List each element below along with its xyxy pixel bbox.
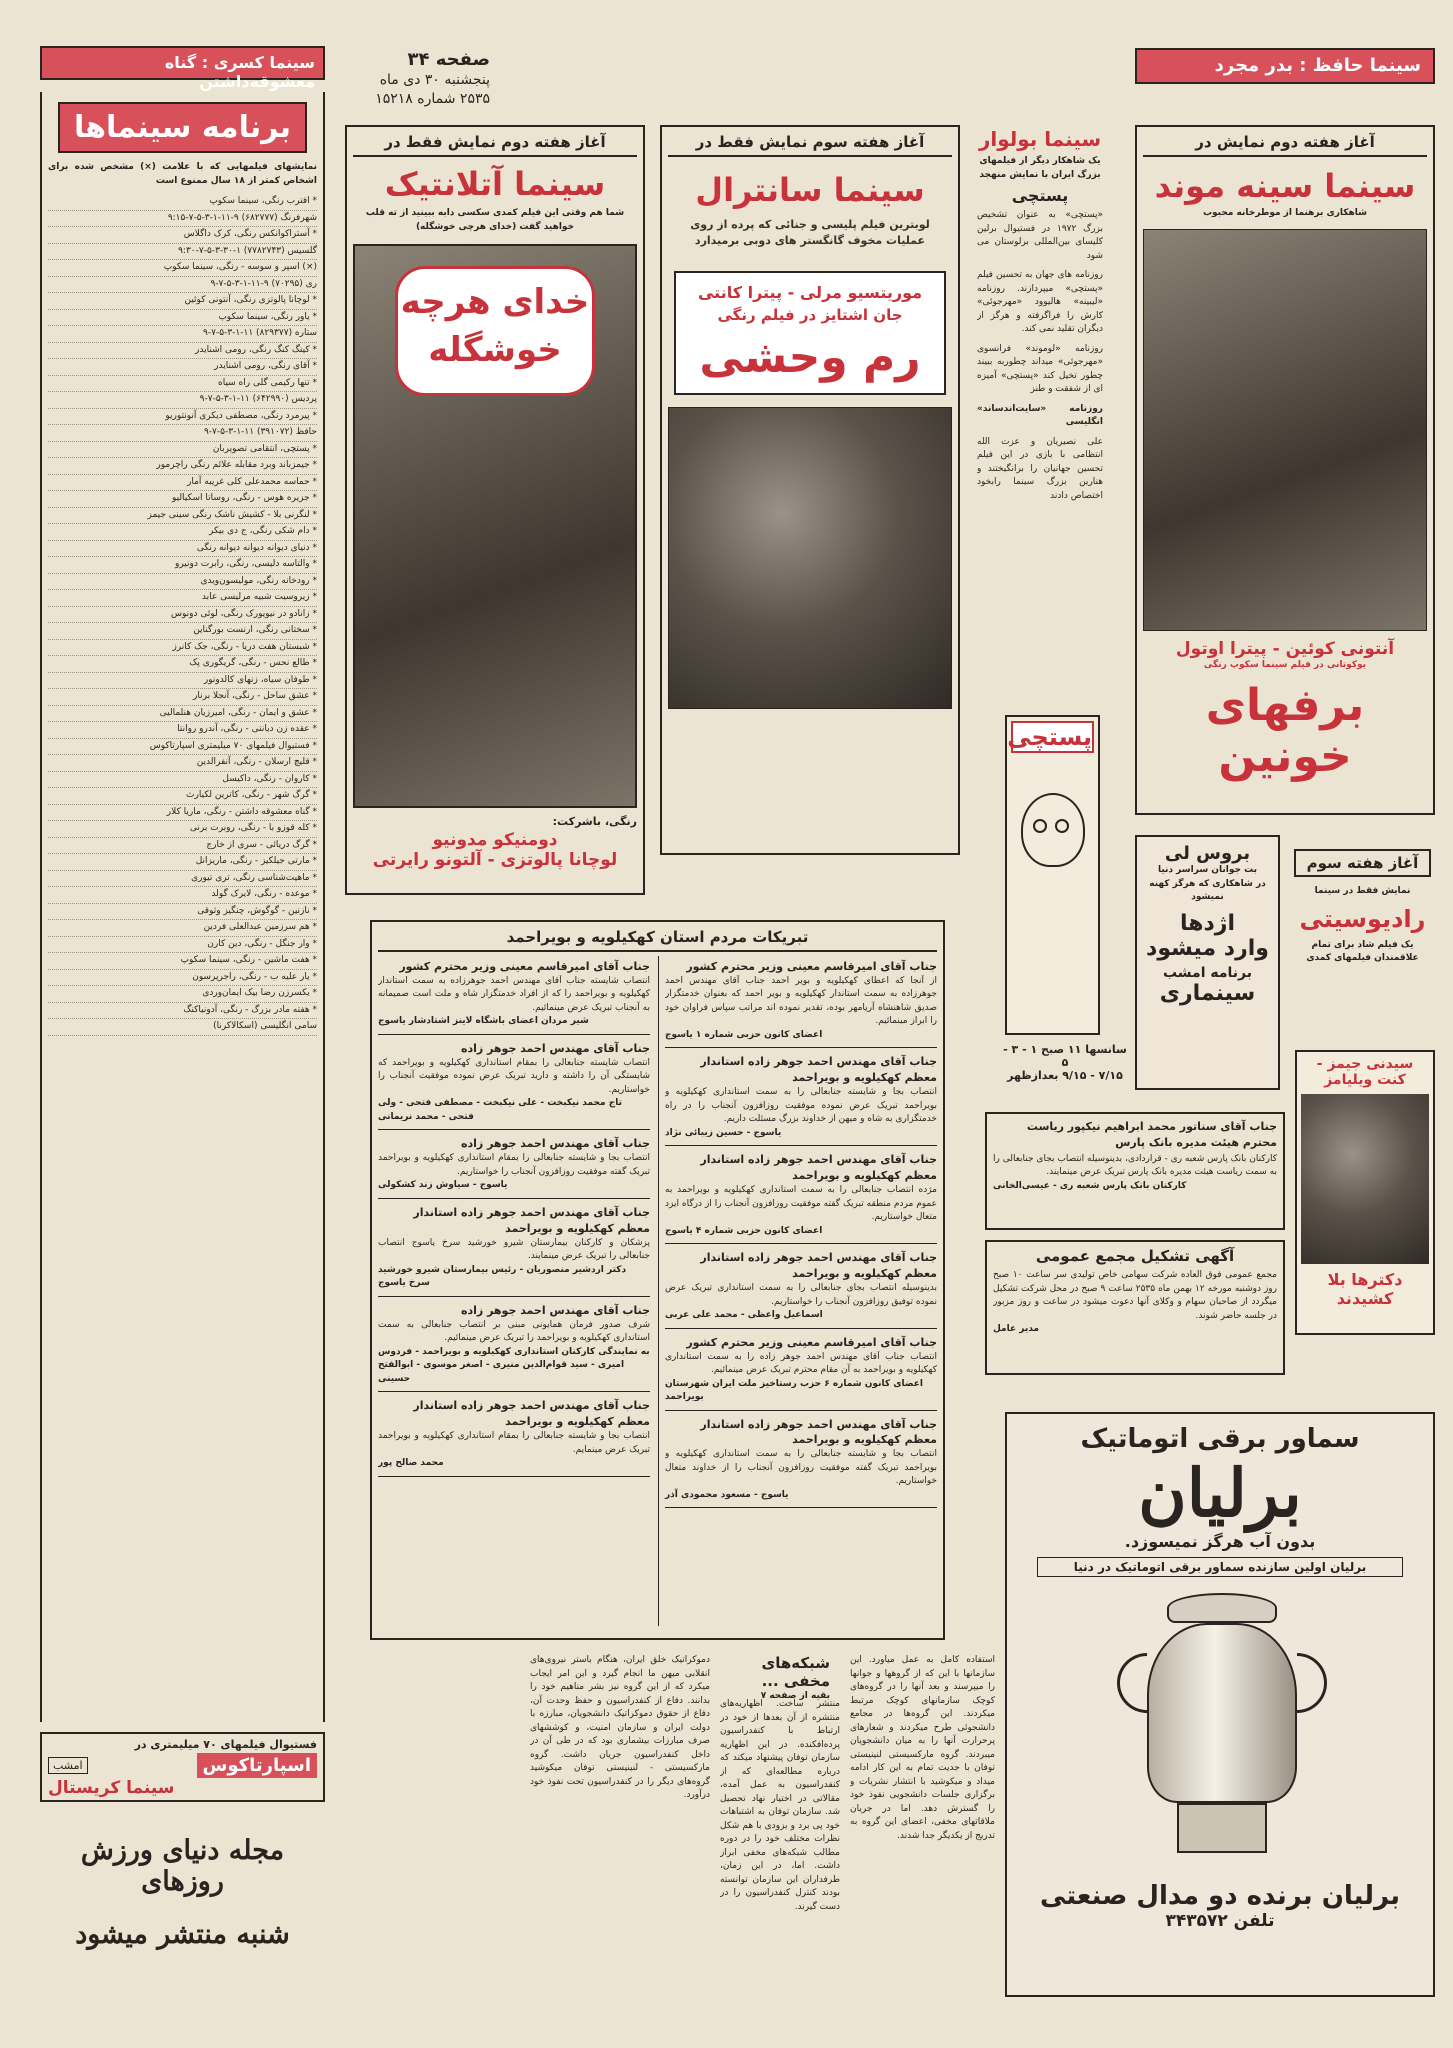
congrats-entry-body: انتصاب بجا و شایسته جنابعالی را به سمت استانداری کهکیلویه و بویراحمد تبریک گفته موفقیت روزافزون آنجناب را از خداوند متعال خواستاریم.: [665, 1449, 937, 1487]
cinemonde-cinema: سینما سینه موند: [1154, 167, 1416, 205]
program-item: * افترب رنگی، سینما سکوپ: [48, 194, 317, 211]
assembly-notice-title: آگهی تشکیل مجمع عمومی: [1035, 1247, 1235, 1265]
brucelee-cinema: سینماری: [1159, 980, 1256, 1006]
bubble-line2: خوشگله: [428, 329, 562, 370]
congrats-entry-sign: دکتر اردشیر منصوریان - رئیس بیمارستان شیرو خورشید سرخ یاسوج: [378, 1264, 627, 1289]
boulevard-para3: روزنامه «لوموند» فرانسوی «مهرجوئی» میداند چطوربه ببیند چطور تخیل کند «پستچی» آمیزه ای از شفقت و طنز: [977, 343, 1103, 394]
congrats-entry: [378, 1133, 650, 1198]
brucelee-name: بروس لی: [1164, 843, 1251, 864]
right-banner: [1135, 48, 1435, 84]
central-heading: آغاز هفته سوم نمایش فقط در: [668, 133, 952, 157]
central-cinema: سینما سانترال: [695, 171, 925, 209]
boulevard-para4: روزنامه «سایت‌اندساند» انگلیسی: [977, 403, 1103, 427]
atlantic-speech-bubble: [395, 266, 595, 396]
program-item: * گناه معشوقه داشتن - رنگی، ماریا کلار: [48, 805, 317, 822]
program-item: * کله قوزو با - رنگی، روبرت برنی: [48, 821, 317, 838]
cinema-crystal: سینما کریستال: [48, 1778, 175, 1798]
congrats-entry-sign: تاج محمد نیکبخت - علی نیکبخت - مصطفی فتحی - ولی فتحی - محمد نریمانی: [378, 1098, 622, 1122]
program-title: برنامه سینماها: [58, 102, 307, 153]
cinemonde-stars: آنتونی کوئین - پیترا اوتول: [1175, 638, 1395, 659]
atlantic-cinema: سینما آتلانتیک: [384, 165, 606, 203]
program-item: * یاور رنگی، سینما سکوپ: [48, 310, 317, 327]
congrats-entry-body: شرف صدور فرمان همایونی مبنی بر انتصاب جنابعالی به سمت استانداری کهکیلویه و بویراحمد را تبریک عرض مینمائیم.: [378, 1319, 650, 1344]
berlian-slogan: بدون آب هرگز نمیسوزد.: [1124, 1532, 1316, 1551]
berlian-ad: [1005, 1412, 1435, 1997]
brucelee-program: برنامه امشب: [1162, 964, 1253, 981]
congrats-entry-sign: یاسوج - مسعود محمودی آذر: [665, 1489, 789, 1500]
program-item: * تنها رکیمی گلی راه سیاه: [48, 376, 317, 393]
page-info: [330, 48, 490, 108]
congrats-entry-body: انتصاب بجا و شایسته جنابعالی را به سمت استانداری کهکیلویه و بویراحمد تبریک عرض نموده موفقیت روزافزون آنجناب را در راه خدمتگزاری به شاه و میهن از خداوند بزرگ مسئلت داریم.: [665, 1087, 937, 1125]
festival-line: فستیوال فیلمهای ۷۰ میلیمتری در: [134, 1738, 317, 1751]
congrats-entry: [378, 1395, 650, 1476]
cinemonde-photo: [1143, 229, 1427, 631]
central-stars2: جان اشتایز در فیلم رنگی: [717, 305, 903, 324]
program-item: گلسیس (۷۷۸۲۷۴۳) ۱-۳۰-۳-۵-۷-۹:۳۰: [48, 244, 317, 261]
congrats-entry: [665, 1414, 937, 1509]
boulevard-film: پستچی: [1011, 186, 1069, 205]
brucelee-ad: [1135, 835, 1280, 1090]
showtimes-2: ۷/۱۵ - ۹/۱۵ بعدازظهر: [1007, 1069, 1123, 1082]
congrats-entry-sign: اعضای کانون شماره ۶ حزب رستاخیز ملت ایران شهرستان بویراحمد: [665, 1378, 923, 1402]
congrats-entry-body: مژده انتصاب جنابعالی را به سمت استانداری کهکیلویه و بویراحمد به عموم مردم منطقه تبریک گفته موفقیت روزافزون آنجناب را از درگاه ایزد متعال خواستاریم.: [665, 1185, 937, 1223]
boulevard-para1: «پستچی» به عنوان تشخیص بزرگ ۱۹۷۲ در فستیوال برلین کلیسای بین‌المللی برلوستان می شود: [977, 210, 1103, 261]
radiocity-actors: سیدنی جیمز - کنت ویلیامز: [1316, 1056, 1414, 1088]
program-list: [48, 194, 317, 1036]
program-item: * پستچی، انتقامی تصویربان: [48, 442, 317, 459]
program-item: * طالع نحس - رنگی، گریگوری پک: [48, 656, 317, 673]
brucelee-line1: بت جوانان سراسر دنیا: [1158, 865, 1257, 875]
assembly-notice-body: مجمع عمومی فوق العاده شرکت سهامی خاص تولیدی سر ساعت ۱۰ صبح روز دوشنبه مورخه ۱۲ بهمن ماه ۲۵۳۵ ساعت ۹ صبح در محل شرکت تشکیل میگردد از صاحبان سهام و وکلای آنها دعوت میشود در ساعت و روز مزبور در جلسه حاضر شوند.: [993, 1270, 1277, 1321]
congrats-entry-body: بدینوسیله انتصاب بجای جنابعالی را به سمت استانداری تبریک عرض نموده توفیق روزافزون آنجناب را خواستاریم.: [665, 1283, 937, 1307]
congrats-entry: [665, 956, 937, 1048]
berlian-line: برلیان اولین سازنده سماور برقی اتوماتیک در دنیا: [1037, 1557, 1403, 1577]
brucelee-line2: در شاهکاری که هرگز کهنه نمیشود: [1149, 878, 1266, 902]
program-item: * دنیای دیوانه دیوانه دیوانه رنگی: [48, 541, 317, 558]
program-item: * آستراکوانکس رنگی، کرک داگلاس: [48, 227, 317, 244]
program-item: * زیروسیت شبیه مرلیسی عابد: [48, 590, 317, 607]
congrats-entry: [665, 1332, 937, 1411]
congrats-entry-sign: اعضای کانون حزبی شماره ۴ یاسوج: [665, 1225, 823, 1236]
radiocity-heading: آغاز هفته سوم: [1294, 849, 1431, 877]
congrats-entry-body: انتصاب شایسته جناب آقای مهندس احمد جوهرزاده به سمت استاندار کهکیلویه و بویراحمد را که از افراد خدمتگزار شاه و ملت است صمیمانه به آنجناب تبریک عرض مینمائیم.: [378, 975, 650, 1013]
congrats-entry-body: از آنجا که اعطای کهکیلویه و بویر احمد جناب آقای مهندس احمد جوهرزاده به سمت استاندار کهکیلویه و بویر احمد که بعنوان خدمتگزار صدیق شاهنشاه آریامهر بوده، تقدیر نموده اند مراتب سپاس فراوان خود را ابراز مینمائیم.: [665, 975, 937, 1027]
congrats-entry: [378, 1038, 650, 1130]
bank-notice-title: جناب آقای سناتور محمد ابراهیم نیکپور ریاست محترم هیئت مدیره بانک پارس: [1026, 1120, 1277, 1149]
cinemonde-film-title: برفهای خونین: [1205, 680, 1365, 782]
congrats-entry-title: جناب آقای مهندس احمد جوهر زاده استاندار معظم کهکیلویه و بویراحمد: [700, 1153, 937, 1183]
assembly-notice: [985, 1240, 1285, 1375]
magazine-line2: شنبه منتشر میشود: [75, 1919, 290, 1950]
boulevard-ad: [975, 125, 1105, 695]
article-subtitle: بقیه از صفحه ۷: [760, 1691, 830, 1701]
congrats-entry-title: جناب آقای امیرقاسم معینی وزیر محترم کشور: [686, 960, 937, 973]
congrats-entry-title: جناب آقای امیرقاسم معینی وزیر محترم کشور: [399, 960, 650, 973]
assembly-notice-sign: مدیر عامل: [993, 1324, 1040, 1334]
cinemonde-ad: [1135, 125, 1435, 815]
article: [350, 1650, 1000, 2025]
atlantic-credits-label: رنگی، باشرکت:: [552, 815, 637, 828]
atlantic-photo: [353, 244, 637, 808]
boulevard-para2: روزنامه های جهان به تحسین فیلم «پستچی» میپردازند. روزنامه «لیبینه» هالیوود «مهرجوئی» کارش را فراگرفته و هرگز از دیگران تقلید نمی کند.: [977, 270, 1103, 334]
program-item: * هم سرزمین عبدالعلی فردین: [48, 920, 317, 937]
congrats-entry-title: جناب آقای امیرقاسم معینی وزیر محترم کشور: [686, 1335, 937, 1349]
central-photo: [668, 407, 952, 709]
article-col-3: استفاده کامل به عمل میاورد. این سازمانها با این که از گروهها و جوانها را میپرسند و بعد آنها را در گروه‌های کوچک سازمانهای کوچک مرتبط میکردند. این گروه‌ها در مجامع دانشجوئی طرح میکردند و شعار‌های پرحرارت آنها را به میان دانشجویان میبردند. گروه مارکسیستی لنینیستی توفان با جدیت تمام به این کار ادامه میداد و میکوشید با انتشار نشریات و برگزاری جلسات دانشجویی نفوذ خود را گسترش دهد. اما در جریان ملاقاتهای مخفی، اعضای این گروه به تدریج از یکدیگر جدا شدند.: [850, 1655, 995, 1841]
cinemonde-stars2: یوکوتانی در فیلم سینما سکوپ رنگی: [1203, 659, 1367, 670]
program-item: ری (۷۰۲۹۵) ۹-۱۱-۱-۳-۵-۷-۹: [48, 277, 317, 294]
program-item: * جزیره هوس - رنگی، روساتا اسکیالیو: [48, 491, 317, 508]
program-intro: نمایشهای فیلمهایی که با علامت (×) مشخص شده برای اشخاص کمتر از ۱۸ سال ممنوع است: [48, 162, 317, 186]
berlian-top: سماور برقی اتوماتیک: [1080, 1424, 1360, 1454]
program-item: سامی انگلیسی (اسکالا‌کرنا): [48, 1019, 317, 1036]
boulevard-poster: [1005, 715, 1100, 1035]
samovar-illustration: [1017, 1583, 1423, 1873]
atlantic-ad: [345, 125, 645, 895]
spartacus-title: اسپارتاکوس: [197, 1753, 317, 1778]
berlian-brand: برلیان: [1138, 1454, 1302, 1532]
congrats-column-left: [378, 956, 650, 1626]
program-item: * شبستان هفت دریا - رنگی، جک کانرز: [48, 640, 317, 657]
program-item: ستاره (۸۲۹۳۷۷) ۱۱-۱-۳-۵-۷-۹: [48, 326, 317, 343]
brucelee-title2: وارد میشود: [1146, 935, 1269, 961]
central-stars: موریتسیو مرلی - پیترا کانتی: [697, 282, 923, 302]
radiocity-sub: نمایش فقط در سینما: [1314, 886, 1411, 896]
article-title-box: [730, 1654, 830, 1701]
congrats-entry-title: جناب آقای مهندس احمد جوهر زاده استاندار معظم کهکیلویه و بویراحمد: [700, 1251, 937, 1281]
radiocity-ad: [1290, 845, 1435, 1045]
congrats-entry-sign: یاسوج - سیاوش زند کشکولی: [378, 1180, 508, 1191]
berlian-award: برلیان برنده دو مدال صنعتی: [1040, 1881, 1400, 1911]
program-item: * هفت ماشین - رنگی، سینما سکوپ: [48, 953, 317, 970]
program-item: * لنگرنی بلا - کشیش ناشک رنگی سینی جیمز: [48, 508, 317, 525]
bank-notice: [985, 1112, 1285, 1230]
atlantic-subtitle: شما هم وقتی این فیلم کمدی سکسی دابه ببینید از ته قلب خواهید گفت (خدای هرچی خوشگله): [365, 208, 625, 232]
program-item: شهرفرنگ (۶۸۲۷۷۷) ۹-۱۱-۱-۳-۵-۷-۹:۱۵: [48, 211, 317, 228]
congrats-entry-body: انتصاب جناب آقای مهندس احمد جوهر زاده را به سمت استانداری کهکیلویه و بویراحمد به آن مقام محترم تبریک عرض مینمائیم.: [665, 1351, 937, 1375]
program-item: * کینگ کنگ رنگی، رومی اشنایدر: [48, 343, 317, 360]
date-line: پنجشنبه ۳۰ دی ماه: [379, 72, 490, 89]
congrats-entry-title: جناب آقای مهندس احمد جوهر زاده استاندار معظم کهکیلویه و بویراحمد: [700, 1417, 937, 1447]
page-number: صفحه ۳۴: [407, 49, 490, 70]
congrats-entry-title: جناب آقای مهندس احمد جوهر زاده: [461, 1303, 650, 1317]
congrats-column-right: [658, 956, 937, 1626]
now-label: امشب: [48, 1757, 88, 1774]
central-ad: [660, 125, 960, 855]
berlian-phone: تلفن ۳۴۳۵۷۲: [1165, 1911, 1275, 1931]
postman-caricature: [1021, 793, 1085, 867]
left-banner: [40, 46, 325, 91]
program-item: * پیرمرد رنگی، مصطفی دیکری آنونتوریو: [48, 409, 317, 426]
program-item: * عشق و ایمان - رنگی، امیرزیان هنلمالیی: [48, 706, 317, 723]
program-item: * سختانی رنگی، ارنست بورگناین: [48, 623, 317, 640]
cinemonde-heading: آغاز هفته دوم نمایش در: [1143, 133, 1427, 157]
central-film-title: رم وحشی: [699, 331, 921, 383]
radiocity-cinema: رادیوسیتی: [1299, 904, 1426, 933]
congrats-entry-sign: شیر مردان اعضای باشگاه لاینز اشتادشار یاسوج: [378, 1016, 589, 1027]
article-title: شبکه‌های مخفی ...: [761, 1654, 830, 1690]
congrats-entry-title: جناب آقای مهندس احمد جوهر زاده استاندار معظم کهکیلویه و بویراحمد: [700, 1055, 937, 1085]
program-item: * وار جنگل - رنگی، دین کارن: [48, 937, 317, 954]
boulevard-intro: یک شاهکار دیگر از فیلمهای بزرگ ایران با نمایش منهجد: [979, 156, 1101, 180]
showtimes-1: سانسها ۱۱ صبح ۱ - ۳ - ۵: [1003, 1043, 1127, 1069]
program-item: * ماهیت‌شناسی رنگی، تری تیوری: [48, 871, 317, 888]
central-subtitle: لوبترین فیلم پلیسی و جنائی که پرده از روی عملیات مخوف گانگستر های دوبی برمیدارد: [690, 218, 930, 247]
issue-line: ۲۵۳۵ شماره ۱۵۲۱۸: [375, 90, 490, 107]
article-col-1: منتشر ساخت. اظهاریه‌های منتشره از آن بعدها از خود در ارتباط با کنفدراسیون پرده‌افکنده. در این اظهاریه سازمان توفان پیشنهاد میکند که درباره مطالعه‌ای که از کنفدراسیون به عمل آمده، مقالاتی در اختیار نهاد تحصیل شد. سازمان توفان به اشتباهات خود پی برد و بزودی با هم شکل نظرات مختلف خود را در دوره مطالب شبکه‌های مخفی ابراز داشت. اما، در این زمان، طرفداران این سازمان توانسته بودند کنترل کنفدراسیون را در دست گیرند.: [720, 1699, 840, 1912]
program-item: * آقای رنگی، رومی اشنایدر: [48, 359, 317, 376]
congrats-entry: [378, 1300, 650, 1392]
program-item: * رودخانه رنگی، مولیسون‌ویدی: [48, 574, 317, 591]
program-item: * قلیچ ارسلان - رنگی، آنفرالدین: [48, 755, 317, 772]
sport-magazine-ad: [40, 1815, 325, 1975]
atlantic-heading: آغاز هفته دوم نمایش فقط در: [353, 133, 637, 157]
bubble-line1: خدای هرچه: [400, 282, 590, 322]
brucelee-title1: اژدها: [1179, 910, 1235, 936]
program-item: * گرگ دریائی - سری از خارج: [48, 838, 317, 855]
central-title-box: [674, 271, 946, 395]
cinema-program: [40, 92, 325, 1722]
radiocity-photo: [1301, 1094, 1429, 1264]
program-item: پردیس (۶۴۲۹۹۰) ۱۱-۱-۳-۵-۷-۹: [48, 392, 317, 409]
brucelee-showtimes: [1000, 1043, 1130, 1088]
program-item: * جیمزباند وبرد مقابله علائم رنگی راچرمور: [48, 458, 317, 475]
program-item: * لوچانا پالوتزی رنگی، آنتونی کوئین: [48, 293, 317, 310]
bank-notice-sign: کارکنان بانک پارس شعبه ری - عیسی‌الخانی: [993, 1180, 1187, 1191]
congrats-entry-title: جناب آقای مهندس احمد جوهر زاده: [461, 1041, 650, 1055]
congrats-entry-title: جناب آقای مهندس احمد جوهر زاده استاندار معظم کهکیلویه و بویراحمد: [413, 1205, 650, 1235]
program-item: * نازنین - گوگوش، چنگیز وثوقی: [48, 904, 317, 921]
right-banner-text: سینما حافظ : بدر مجرد: [1214, 55, 1421, 76]
atlantic-credits-2: لوچانا پالوتزی - آلتونو رایرتی: [372, 849, 618, 870]
congrats-entry-sign: اعضای کانون حزبی شماره ۱ یاسوج: [665, 1029, 823, 1040]
program-item: * مارتی جیلکیز - رنگی، ماریزانل: [48, 854, 317, 871]
congrats-entry: [378, 1202, 650, 1297]
congrats-block: [370, 920, 945, 1640]
left-banner-text: سینما کسری : گناه معشوقه‌داشتن: [164, 53, 315, 91]
boulevard-para5: علی نصیریان و عزت الله انتظامی با بازی در این فیلم تحسین جهانیان را برانگیختند و هنارین بزرگ سینما رابخود اختصاص دادند: [977, 436, 1103, 501]
program-item: * دام شکی رنگی، ج دی بیکر: [48, 524, 317, 541]
cinemonde-subtitle: شاهکاری برهنما از موطرخانه محبوب: [1202, 208, 1368, 218]
congrats-entry-title: جناب آقای مهندس احمد جوهر زاده استاندار معظم کهکیلویه و بویراحمد: [413, 1399, 650, 1429]
article-col-2: دموکراتیک خلق ایران، هنگام باستر نیروی‌های انقلابی میهن ما انجام گیرد و این امر ایجاب میکرد که از این گروه نیز بشر مناهیم خود را بدانند. دفاع از کنفدراسیون و حفظ وحدت آن، دفاع از حقوق دموکراتیک دانشجویان، مبارزه با دولت ایران و سازمان امنیت، و کوششهای صرف مبارزات بیشماری بود که در طی آن در داخل کنفدراسیون جریان داشت. گروه مارکسیستی - لنینیستی توفان میکوشید گروه‌های دیگر را در کنفدراسیون تحت نفوذ خود درآورد.: [530, 1655, 710, 1800]
program-item: * والتاسه دلیسی، رنگی، رابرت دونیرو: [48, 557, 317, 574]
program-item: * فستیوال فیلمهای ۷۰ میلیمتری اسپارتاکوس: [48, 739, 317, 756]
program-item: * یار علیه ب - رنگی، راجرپرسون: [48, 970, 317, 987]
congrats-entry: [665, 1051, 937, 1146]
boulevard-cinema: سینما بولوار: [978, 127, 1102, 151]
magazine-line1: مجله دنیای ورزش روزهای: [80, 1835, 285, 1897]
congrats-entry-body: انتصاب بجا و شایسته جنابعالی را بمقام استانداری کهکیلویه و بویراحمد تبریک عرض مینمایم.: [378, 1431, 650, 1455]
program-item: * یکسرزن رضا بیک ایمان‌وردی: [48, 986, 317, 1003]
congrats-entry-sign: به نمایندگی کارکنان استانداری کهکیلویه و بویراحمد - فردوس امیری - سید قوام‌الدین منیری - اصغر موسوی - ابوالفتح حسینی: [378, 1346, 650, 1384]
congrats-entry: [378, 956, 650, 1035]
postman-poster-title: پستچی: [1007, 723, 1092, 751]
congrats-entry-sign: محمد صالح پور: [378, 1458, 444, 1468]
congrats-entry: [665, 1149, 937, 1244]
spartacus-ad: [40, 1732, 325, 1802]
congrats-header: تبریکات مردم استان کهکیلویه و بویراحمد: [378, 928, 937, 952]
program-item: * گرگ شهر - رنگی، کاترین لکیارث: [48, 788, 317, 805]
congrats-entry-title: جناب آقای مهندس احمد جوهر زاده: [461, 1137, 650, 1151]
radiocity-film: دکترها بلا کشیدند: [1327, 1270, 1403, 1308]
congrats-entry-body: انتصاب بجا و شایسته جنابعالی را بمقام استانداری کهکیلویه و بویراحمد تبریک گفته موفقیت روزافزون آنجناب را خواستاریم.: [378, 1153, 650, 1177]
radiocity-poster: [1295, 1050, 1435, 1335]
congrats-entry-sign: یاسوج - حسین زیبائی نژاد: [665, 1127, 782, 1138]
program-item: * عقده زن دیانتی - رنگی، آندرو روانتا: [48, 722, 317, 739]
program-item: * کاروان - رنگی، داکیسل: [48, 772, 317, 789]
program-item: * حماسه محمدعلی کلی غریبه آمار: [48, 475, 317, 492]
program-item: * هفته مادر بزرگ - رنگی، آدونیاکنگ: [48, 1003, 317, 1020]
program-item: * موعده - رنگی، لایرک گولد: [48, 887, 317, 904]
program-item: * طوفان سیاه، زنهای کالدونور: [48, 673, 317, 690]
atlantic-credits-1: دومنیکو مدونیو: [432, 829, 558, 850]
congrats-entry-body: انتصاب شایسته جنابعالی را بمقام استانداری کهکیلویه و بویراحمد که شایستگی آن را داشته و دارید تبریک عرض نموده موفقیت آنجناب را خواستاریم.: [378, 1057, 650, 1095]
bank-notice-body: کارکنان بانک پارس شعبه ری - قراردادی، بدینوسیله انتصاب بجای جنابعالی را به سمت ریاست هیئت مدیره بانک پارس تبریک عرض مینمایند.: [993, 1153, 1277, 1178]
program-item: * عشق ساحل - رنگی، آنجلا برنار: [48, 689, 317, 706]
program-item: * زانادو در نیویورک رنگی، لوئی دونوس: [48, 607, 317, 624]
congrats-entry: [665, 1247, 937, 1328]
congrats-entry-sign: اسماعیل واعظی - محمد علی عربی: [665, 1310, 823, 1321]
program-item: حافظ (۳۹۱۰۷۲) ۱۱-۱-۳-۵-۷-۹: [48, 425, 317, 442]
program-item: (×) اسپر و سوسه - رنگی، سینما سکوپ: [48, 260, 317, 277]
congrats-entry-body: پزشکان و کارکنان بیمارستان شیرو خورشید سرخ یاسوج انتصاب جنابعالی را تبریک عرض مینمایند.: [378, 1237, 650, 1262]
radiocity-desc: یک فیلم شاد برای تمام علاقمندان فیلمهای کمدی: [1306, 939, 1419, 963]
